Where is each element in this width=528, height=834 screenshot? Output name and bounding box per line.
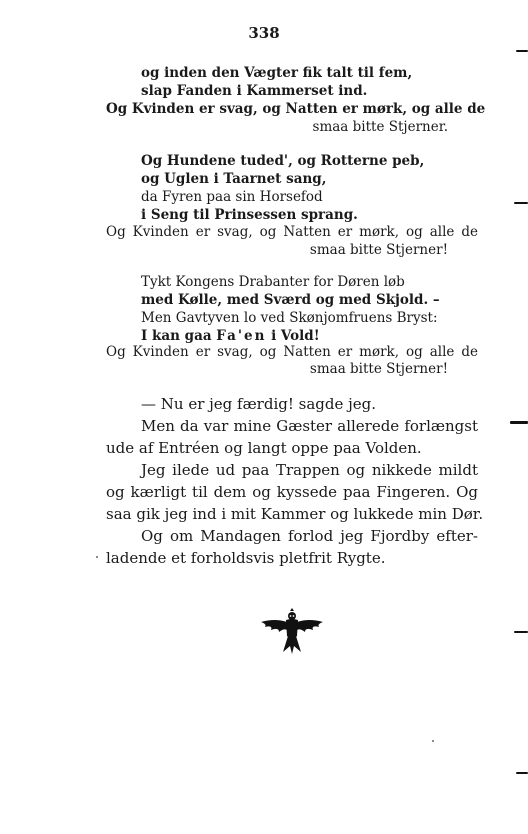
margin-mark <box>516 772 528 774</box>
refrain-line: Og Kvinden er svag, og Natten er mørk, og alle de <box>106 344 478 360</box>
verse-line: Og Hundene tuded', og Rotterne peb, <box>141 153 425 169</box>
prose-line: Men da var mine Gæster allerede forlængst <box>141 417 478 435</box>
verse-line: Men Gavtyven lo ved Skønjomfruens Bryst: <box>141 310 438 326</box>
spaced-word: Fa'en <box>216 328 267 344</box>
bird-vignette-icon <box>257 608 327 658</box>
speck <box>432 740 434 742</box>
prose-line: og kærligt til dem og kyssede paa Fingeren. Og <box>106 483 478 501</box>
refrain-line-end: smaa bitte Stjerner. <box>312 119 448 135</box>
verse-line: og inden den Vægter fik talt til fem, <box>141 65 413 81</box>
margin-mark <box>516 50 528 52</box>
margin-mark <box>514 202 528 204</box>
verse-line: slap Fanden i Kammerset ind. <box>141 83 368 99</box>
margin-mark <box>514 631 528 633</box>
page-number: 338 <box>248 24 280 42</box>
prose-line: Og om Mandagen forlod jeg Fjordby efter- <box>141 527 478 545</box>
prose-line: saa gik jeg ind i mit Kammer og lukkede min Dør. <box>106 505 484 523</box>
prose-line: ladende et forholdsvis pletfrit Rygte. <box>106 549 386 567</box>
refrain-line: Og Kvinden er svag, og Natten er mørk, og alle de <box>106 224 478 240</box>
margin-mark <box>510 421 528 424</box>
verse-line: med Kølle, med Sværd og med Skjold. – <box>141 292 440 308</box>
refrain-line-end: smaa bitte Stjerner! <box>309 242 448 258</box>
verse-text: i Vold! <box>266 328 320 344</box>
verse-line: i Seng til Prinsessen sprang. <box>141 207 358 223</box>
speck <box>96 556 98 558</box>
verse-text: I kan gaa <box>141 328 217 344</box>
refrain-line-end: smaa bitte Stjerner! <box>309 361 448 377</box>
prose-line: — Nu er jeg færdig! sagde jeg. <box>141 395 377 413</box>
verse-line: og Uglen i Taarnet sang, <box>141 171 327 187</box>
verse-line: da Fyren paa sin Horsefod <box>141 189 323 205</box>
verse-line: Tykt Kongens Drabanter for Døren løb <box>141 274 405 290</box>
refrain-line: Og Kvinden er svag, og Natten er mørk, og alle de <box>106 101 486 117</box>
prose-line: Jeg ilede ud paa Trappen og nikkede mildt <box>141 461 478 479</box>
prose-line: ude af Entréen og langt oppe paa Volden. <box>106 439 422 457</box>
